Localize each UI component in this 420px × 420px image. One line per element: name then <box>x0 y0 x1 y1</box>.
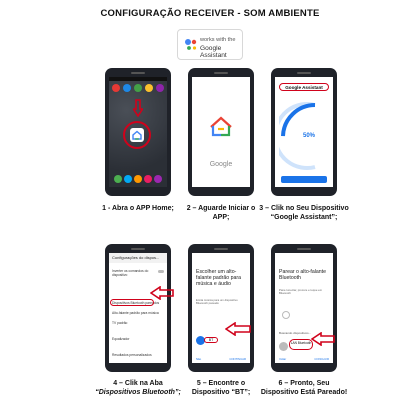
step-6-caption: 6 – Pronto, Seu Dispositivo Está Pareado! <box>260 380 348 396</box>
red-arrow-left-icon <box>150 286 174 300</box>
phone-step-1 <box>105 68 171 196</box>
phone-speaker <box>214 248 228 250</box>
highlight-box <box>110 299 154 306</box>
phone-step-2 <box>188 68 254 196</box>
splash-screen <box>192 77 250 187</box>
continue-button[interactable]: CONTINUAR <box>229 357 246 361</box>
status-bar <box>109 77 167 81</box>
highlight-circle <box>123 121 151 149</box>
screen-footer <box>279 357 329 361</box>
google-assistant-button[interactable]: Google Assistant <box>279 83 329 91</box>
google-assistant-icon <box>183 37 199 53</box>
badge-line2: Google Assistant <box>200 45 227 59</box>
phone-step-4 <box>105 244 171 372</box>
app-dock <box>114 175 162 184</box>
page-title: CONFIGURAÇÃO RECEIVER - SOM AMBIENTE <box>100 8 320 19</box>
bluetooth-icon <box>282 311 290 319</box>
device-screen <box>275 77 333 187</box>
phone-speaker <box>297 72 311 74</box>
google-assistant-badge <box>177 29 243 60</box>
screen-description: Para conectar, procure e toque em Bluetooth <box>279 288 323 296</box>
settings-item[interactable]: Inverter os comandos do dispositivo <box>112 269 149 277</box>
phone-speaker <box>214 72 228 74</box>
finish-button[interactable]: CONCLUIR <box>314 357 329 361</box>
phone-speaker <box>131 72 145 74</box>
google-home-logo-icon <box>209 115 233 137</box>
google-wordmark: Google <box>209 161 233 168</box>
step-5-caption: 5 – Encontre o Dispositivo “BT”; <box>191 380 251 396</box>
home-screen <box>109 77 167 187</box>
phone-step-3 <box>271 68 337 196</box>
settings-item[interactable]: Alto-falante padrão para música <box>112 311 159 315</box>
blue-action-bar[interactable] <box>281 176 327 183</box>
toggle-switch[interactable] <box>158 270 164 273</box>
settings-item[interactable]: TV padrão <box>112 321 128 325</box>
default-speaker-screen <box>192 253 250 363</box>
device-tag[interactable]: BT <box>204 337 218 343</box>
red-arrow-left-icon <box>225 322 251 336</box>
settings-item[interactable]: Equalizador <box>112 337 130 341</box>
phone-speaker <box>297 248 311 250</box>
bluetooth-device-icon[interactable] <box>279 342 288 351</box>
pair-speaker-screen <box>275 253 333 363</box>
app-row-1 <box>112 84 164 92</box>
searching-text: Buscando dispositivos... <box>279 331 312 335</box>
device-tag[interactable]: LAN Bluetooth <box>289 339 313 350</box>
screen-description: Emita música para um dispositivo Bluetooth pareado <box>196 298 238 306</box>
screen-footer <box>196 357 246 361</box>
red-arrow-left-icon <box>311 332 335 346</box>
settings-screen <box>109 253 167 363</box>
settings-item-bluetooth[interactable]: Dispositivos Bluetooth pareados <box>112 301 160 305</box>
phone-speaker <box>131 248 145 250</box>
volume-percent: 50% <box>303 133 316 139</box>
step-1-caption: 1 - Abra o APP Home; <box>102 205 174 212</box>
no-button[interactable]: Não <box>196 357 202 361</box>
step-3-caption: 3 – Clik no Seu Dispositivo “Google Assistant”; <box>259 205 349 221</box>
screen-heading: Parear o alto-falante Bluetooth <box>279 269 327 282</box>
phone-step-6 <box>271 244 337 372</box>
step-4-caption: 4 – Clik na Aba “Dispositivos Bluetooth”; <box>95 380 181 396</box>
step-2-caption: 2 – Aguarde Iniciar o APP; <box>186 205 256 221</box>
screen-heading: Escolher um alto-falante padrão para música e áudio <box>196 269 241 288</box>
red-arrow-icon <box>133 99 143 117</box>
settings-item[interactable]: Resultados personalizados <box>112 353 152 357</box>
back-button[interactable]: Voltar <box>279 357 287 361</box>
settings-header: Configurações do dispos... <box>109 253 167 263</box>
badge-line1: works with the <box>200 37 236 43</box>
phone-step-5 <box>188 244 254 372</box>
